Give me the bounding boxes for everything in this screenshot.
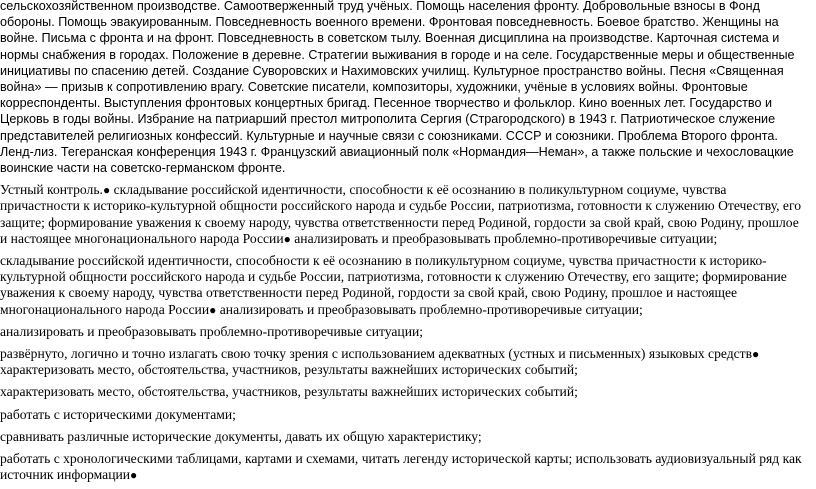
bullet-icon: ● [752, 347, 760, 362]
oral-control-paragraph [0, 182, 808, 247]
paragraph-text: работать с хронологическими таблицами, картами и схемами, читать легенду исторической карты; использовать аудиовизуальный ряд как источник информации [0, 451, 802, 483]
paragraph-text: развёрнуто, логично и точно излагать свою точку зрения с использованием адекватных (устных и письменных) языковых средств [0, 346, 753, 362]
bullet-icon: ● [102, 183, 111, 198]
paragraph-text: анализировать и преобразовывать проблемно-противоречивые ситуации; [216, 301, 643, 317]
bullet-icon: ● [209, 302, 217, 317]
tables-maps-paragraph [0, 451, 808, 483]
paragraph-text: характеризовать место, обстоятельства, участников, результаты важнейших исторических событий; [0, 362, 578, 378]
expression-paragraph [0, 346, 808, 378]
paragraph-text: складывание российской идентичности, способности к её осознанию в поликультурном социуме, чувства причастности к историко-культурной общности российского народа и судьбе России, патриотизма, готовности к служению Отечеству, его защите; формирование уважения к своему народу, чувства ответственности перед Родиной, гордости за свой край, свою Родину, прошлое и настоящее многонационального народа России [0, 182, 801, 246]
identity-paragraph [0, 253, 808, 318]
bullet-icon: ● [283, 231, 291, 246]
topics-paragraph: сельскохозяйственном производстве. Самоотверженный труд учёных. Помощь населения фронту. Добровольные взносы в Фонд обороны. Помощь эвакуированным. Повседневность военного времени. Фронтовая повседневность. Боевое братство. Женщины на войне. Письма с фронта и на фронт. Повседневность в советском тылу. Военная дисциплина на производстве. Карточная система и нормы снабжения в городах. Положение в деревне. Стратегии выживания в городе и на селе. Государственные меры и общественные инициативы по спасению детей. Создание Суворовских и Нахимовских училищ. Культурное пространство войны. Песня «Священная война» — призыв к сопротивлению врагу. Советские писатели, композиторы, художники, учёные в условиях войны. Фронтовые корреспонденты. Выступления фронтовых концертных бригад. Песенное творчество и фольклор. Кино военных лет. Государство и Церковь в годы войны. Избрание на патриарший престол митрополита Сергия (Страгородского) в 1943 г. Патриотическое служение представителей религиозных конфессий. Культурные и научные связи с союзниками. СССР и союзники. Проблема Второго фронта. Ленд-лиз. Тегеранская конференция 1943 г. Французский авиационный полк «Нормандия—Неман», а также польские и чехословацкие воинские части на советско-германском фронте. [0, 0, 795, 176]
events-paragraph: характеризовать место, обстоятельства, участников, результаты важнейших исторических событий; [0, 384, 578, 400]
paragraph-text: анализировать и преобразовывать проблемно-противоречивые ситуации; [290, 230, 718, 246]
paragraph-text: складывание российской идентичности, способности к её осознанию в поликультурном социуме, чувства причастности к историко-культурной общности российского народа и судьбе России, патриотизма, готовности к служению Отечеству, его защите; формирование уважения к своему народу, чувства ответственности перед Родиной, гордости за свой край, свою Родину, прошлое и настоящее многонационального народа России [0, 253, 787, 317]
analyze-paragraph: анализировать и преобразовывать проблемно-противоречивые ситуации; [0, 323, 424, 339]
bullet-icon: ● [130, 468, 138, 483]
compare-paragraph: сравнивать различные исторические документы, давать их общую характеристику; [0, 428, 482, 444]
oral-control-label: Устный контроль. [0, 182, 103, 198]
documents-paragraph: работать с историческими документами; [0, 406, 236, 422]
